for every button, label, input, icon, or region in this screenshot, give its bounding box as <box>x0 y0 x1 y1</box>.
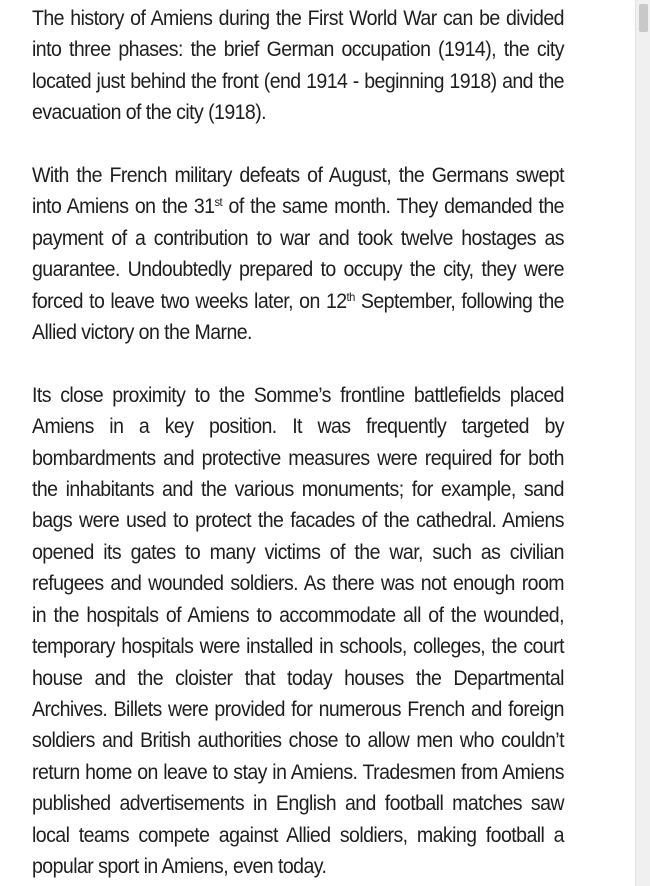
ordinal-suffix-st: st <box>214 195 223 210</box>
article-body <box>32 3 564 882</box>
ordinal-suffix-th: th <box>346 289 355 304</box>
scrollbar-thumb[interactable] <box>639 4 648 32</box>
paragraph-front-city: Its close proximity to the Somme’s frontline battlefields placed Amiens in a key position. It was frequently targeted by bombardments and protective measures were required for both the inhabitants and the various monuments; for example, sand bags were used to protect the facades of the cathedral. Amiens opened its gates to many victims of the war, such as civilian refugees and wounded soldiers. As there was not enough room in the hospitals of Amiens to accommodate all of the wounded, temporary hospitals were installed in schools, colleges, the court house and the cloister that today houses the Departmental Archives. Billets were provided for numerous French and foreign soldiers and British authorities chose to allow men who couldn’t return home on leave to stay in Amiens. Tradesmen from Amiens published advertisements in English and football matches saw local teams compete against Allied soldiers, making football a popular sport in Amiens, even today. <box>32 383 564 878</box>
paragraph-occupation-text-3: September, following the Allied victory on the Marne. <box>32 289 564 345</box>
vertical-scrollbar[interactable] <box>635 0 650 886</box>
paragraph-phases: The history of Amiens during the First World War can be divided into three phases: the brief German occupation (1914), the city located just behind the front (end 1914 - beginning 1918) and the evacuation of the city (1918). <box>32 7 564 125</box>
paragraph-occupation-text-2: of the same month. They demanded the payment of a contribution to war and took twelve hostages as guarantee. Undoubtedly prepared to occupy the city, they were forced to leave two weeks later, on 12 <box>32 195 564 313</box>
paragraph-occupation <box>32 160 564 348</box>
paragraph-occupation-text-1: With the French military defeats of August, the Germans swept into Amiens on the 31 <box>32 164 564 219</box>
